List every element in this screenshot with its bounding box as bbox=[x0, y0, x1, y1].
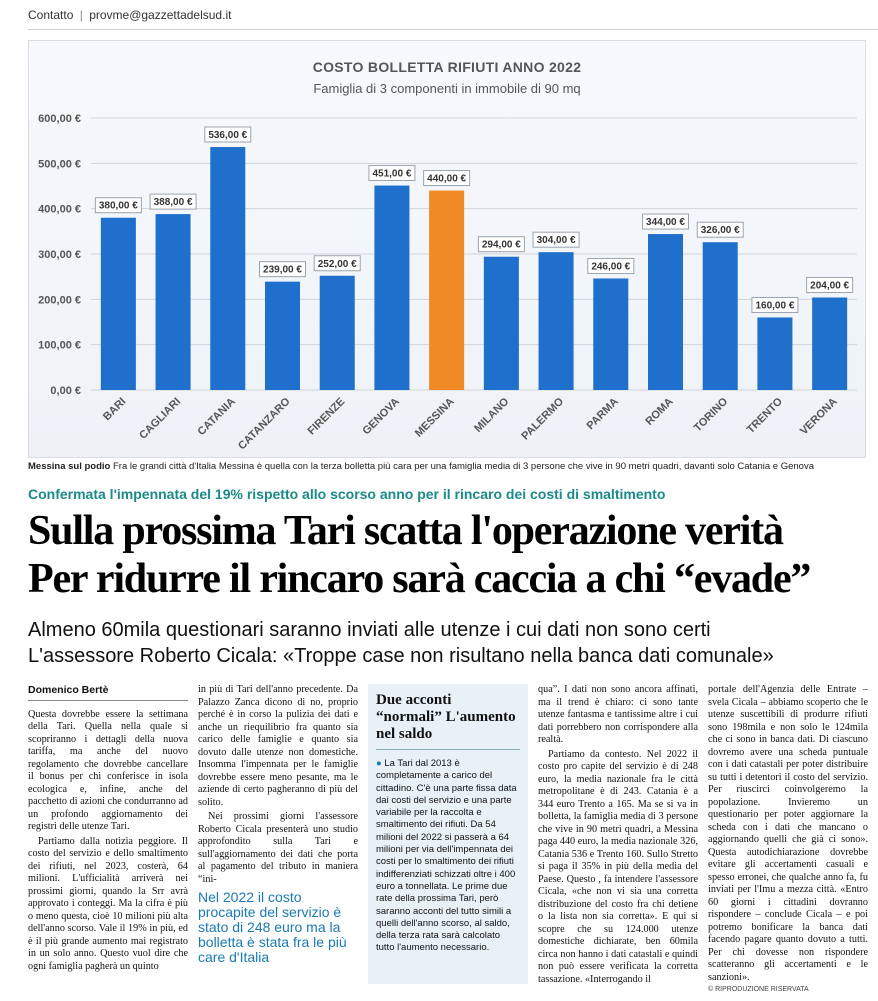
article-column-4 bbox=[538, 684, 698, 984]
x-tick-label: TORINO bbox=[691, 395, 731, 435]
x-tick-label: ROMA bbox=[643, 395, 676, 428]
bar bbox=[101, 218, 136, 390]
x-tick-label: PARMA bbox=[584, 395, 621, 433]
chart-caption bbox=[28, 461, 878, 472]
headline-line-2: Per ridurre il rincaro sarà caccia a chi “evade” bbox=[28, 556, 811, 602]
bar bbox=[265, 282, 300, 390]
article-kicker: Confermata l'impennata del 19% rispetto allo scorso anno per il rincaro dei costi di smaltimento bbox=[28, 486, 666, 502]
x-tick-label: MILANO bbox=[472, 395, 512, 435]
data-label: 252,00 € bbox=[317, 258, 357, 270]
chart-title: COSTO BOLLETTA RIFIUTI ANNO 2022 bbox=[312, 59, 582, 75]
contact-email-link[interactable]: provme@gazzettadelsud.it bbox=[89, 8, 232, 22]
bar bbox=[648, 234, 683, 390]
data-label: 388,00 € bbox=[153, 197, 193, 209]
bar bbox=[210, 147, 245, 390]
data-label: 304,00 € bbox=[536, 235, 576, 247]
contact-bar bbox=[28, 8, 878, 30]
sidebar-box bbox=[368, 684, 528, 984]
paragraph: Questa dovrebbe essere la settimana della Tari. Quella nella quale si scopriranno i dettagli della nuova tariffa, ma anche del nuovo regolamento che dovrebbe cancellare il bonus per chi conferisce in isola ecologica e, infine, anche del pacchetto di azioni che condurranno ad un profondo aggiornamento dei registri delle utenze Tari. bbox=[28, 708, 188, 832]
data-label: 294,00 € bbox=[481, 239, 521, 251]
data-label: 440,00 € bbox=[427, 173, 467, 185]
article-column-1 bbox=[28, 684, 188, 984]
bar bbox=[703, 242, 738, 390]
x-tick-label: CATANIA bbox=[195, 395, 238, 438]
bar bbox=[812, 298, 847, 390]
y-tick-label: 100,00 € bbox=[38, 339, 81, 352]
paragraph: Partiamo da contesto. Nel 2022 il costo pro capite del servizio è di 248 euro, la media nazionale fra le città metropolitane è di 243. Catania è a 344 euro Trento a 165. Ma se si va in bolletta, la famiglia media di 3 persone che vive in 90 metri quadri, a Messina paga 440 euro, la media nazionale 326, Catania 536 e Trento 160. Sullo Stretto si paga il 35% in più della media del Paese. Questo , fa intendere l'assessore Cicala, «che non vi sia una corretta distribuzione del costo fra chi detiene o la lista non sia corretta». E qui si scopre che su 124.000 utenze domestiche dichiarate, ben 60mila circa non hanno i dati catastali e quindi non può essere verificata la corretta tassazione. «Interrogando il bbox=[538, 748, 698, 985]
paragraph: in più di Tari dell'anno precedente. Da Palazzo Zanca dicono di no, proprio perché è in corso la pulizia dei dati e anche un riequilibrio fra quanto sia carico delle famiglie e quanto sia dovuto dalle utenze non domestiche. Insomma l'impennata per le famiglie dovrebbe essere meno pesante, ma le aziende di certo pagheranno di più del solito. bbox=[198, 684, 358, 808]
y-tick-label: 200,00 € bbox=[38, 294, 81, 307]
paragraph: Partiamo dalla notizia peggiore. Il costo del servizio e dello smaltimento dei rifiuti, nel 2023, costerà, 64 milioni. L'ufficialità arriverà nei prossimi giorni, quando la Srr avrà approvato i conteggi. Ma la cifra è più o meno questa, cioè 10 milioni più alta dell'anno scorso. Vale il 19% in più, ed è il più grande aumento mai registrato in un solo anno. Questo vuol dire che ogni famiglia pagherà un quinto bbox=[28, 835, 188, 972]
subheadline-line-1: Almeno 60mila questionari saranno inviati alle utenze i cui dati non sono certi bbox=[28, 619, 711, 641]
y-tick-label: 600,00 € bbox=[38, 113, 81, 125]
x-tick-label: PALERMO bbox=[519, 395, 567, 443]
article-column-2 bbox=[198, 684, 358, 885]
y-tick-label: 300,00 € bbox=[38, 249, 81, 261]
x-tick-label: GENOVA bbox=[360, 395, 403, 438]
sidebar-text bbox=[376, 758, 520, 955]
headline-line-1: Sulla prossima Tari scatta l'operazione verità bbox=[28, 508, 783, 554]
caption-text: Fra le grandi città d'Italia Messina è quella con la terza bolletta più cara per una famiglia media di 3 persone che vive in 90 metri quadri, davanti solo Catania e Genova bbox=[110, 461, 814, 472]
paragraph: portale dell'Agenzia delle Entrate – svela Cicala – abbiamo scoperto che le utenze suscettibili di produrre rifiuti sono 198mila e non solo le 124mila che ci sono in banca dati. Di ciascuno dovremo avere una scheda puntuale con i dati catastali per poter distribuire su tutti i detentori il costo del servizio. Per riuscirci coinvolgeremo la popolazione. Invieremo un questionario per poter aggiornare la scheda con i dati che mancano o aggiornando quelli che già ci sono». Questa autodichiarazione dovrebbe evitare gli accertamenti casuali e spesso erronei, che qualche anno fa, fu inviati per l'Imu a mezza città. «Entro 60 giorni i cittadini dovranno rispondere – conclude Cicala – e poi potremo bonificare la banca dati facendo pagare quanto dovuto a tutti. Per chi dovesse non rispondere scatteranno gli accertamenti e le sanzioni». bbox=[708, 684, 868, 983]
y-tick-label: 400,00 € bbox=[38, 203, 81, 216]
paragraph: Nei prossimi giorni l'assessore Roberto Cicala presenterà uno studio approfondito sulla Tari e sull'aggiornamento dei dati che porta al pagamento del tributo in maniera “ini- bbox=[198, 811, 358, 885]
bar bbox=[593, 278, 628, 390]
sidebar-title: Due acconti “normali” L'aumento nel saldo bbox=[376, 692, 520, 750]
byline: Domenico Bertè bbox=[28, 684, 188, 701]
bar bbox=[156, 214, 191, 390]
x-tick-label: CAGLIARI bbox=[137, 395, 184, 442]
x-tick-label: VERONA bbox=[798, 395, 840, 438]
data-label: 451,00 € bbox=[372, 168, 412, 180]
article-column-5 bbox=[708, 684, 868, 984]
data-label: 380,00 € bbox=[98, 200, 138, 212]
copyright-notice: © RIPRODUZIONE RISERVATA bbox=[708, 986, 809, 993]
data-label: 204,00 € bbox=[810, 280, 850, 292]
pull-quote: Nel 2022 il costo procapite del servizio è stato di 248 euro ma la bolletta è stata fra le più care d'Italia bbox=[198, 889, 347, 965]
y-tick-label: 0,00 € bbox=[50, 385, 81, 397]
bar bbox=[320, 276, 355, 390]
chart-panel bbox=[28, 40, 866, 458]
chart-subtitle: Famiglia di 3 componenti in immobile di 90 mq bbox=[313, 81, 581, 96]
paragraph: qua”. I dati non sono ancora affinati, ma il trend è chiaro: ci sono tante utenze fantasma e tantissime altre i cui dati porrebbero non corrispondere alla realtà. bbox=[538, 684, 698, 745]
bullet-icon: ● bbox=[376, 758, 382, 769]
data-label: 239,00 € bbox=[263, 264, 302, 276]
subheadline-line-2: L'assessore Roberto Cicala: «Troppe case non risultano nella banca dati comunale» bbox=[28, 645, 774, 667]
data-label: 326,00 € bbox=[700, 225, 740, 237]
x-tick-label: BARI bbox=[100, 395, 129, 424]
data-label: 344,00 € bbox=[646, 217, 685, 229]
data-label: 246,00 € bbox=[591, 261, 631, 273]
x-tick-label: FIRENZE bbox=[305, 395, 348, 438]
bar bbox=[757, 317, 792, 390]
x-tick-label: TRENTO bbox=[744, 395, 786, 436]
contact-separator: | bbox=[79, 8, 83, 22]
x-tick-label: MESSINA bbox=[412, 395, 457, 440]
caption-lead: Messina sul podio bbox=[28, 461, 111, 472]
sidebar-body: La Tari dal 2013 è completamente a carico del cittadino. C'è una parte fissa data dai costi del servizio e una parte variabile per la raccolta e smaltimento dei rifiuti. Da 54 milioni del 2022 si passerà a 64 milioni per via dell'impennata dei costi per lo smaltimento dei rifiuti indifferenziati schizzati oltre i 400 euro a tonnellata. Le prime due rate della prossima Tari, però saranno acconti del tutto simili a quelli dell'anno scorso, al saldo, della terza rata sarà calcolato tutto l'aumento necessario. bbox=[376, 758, 517, 954]
x-tick-label: CATANZARO bbox=[236, 395, 293, 453]
data-label: 160,00 € bbox=[755, 300, 795, 312]
bar bbox=[374, 186, 409, 390]
data-label: 536,00 € bbox=[208, 130, 248, 142]
y-tick-label: 500,00 € bbox=[38, 158, 81, 171]
bar-chart bbox=[29, 41, 867, 459]
contact-label: Contatto bbox=[28, 8, 74, 22]
bar bbox=[429, 191, 464, 390]
bar bbox=[539, 252, 574, 390]
bar bbox=[484, 257, 519, 390]
